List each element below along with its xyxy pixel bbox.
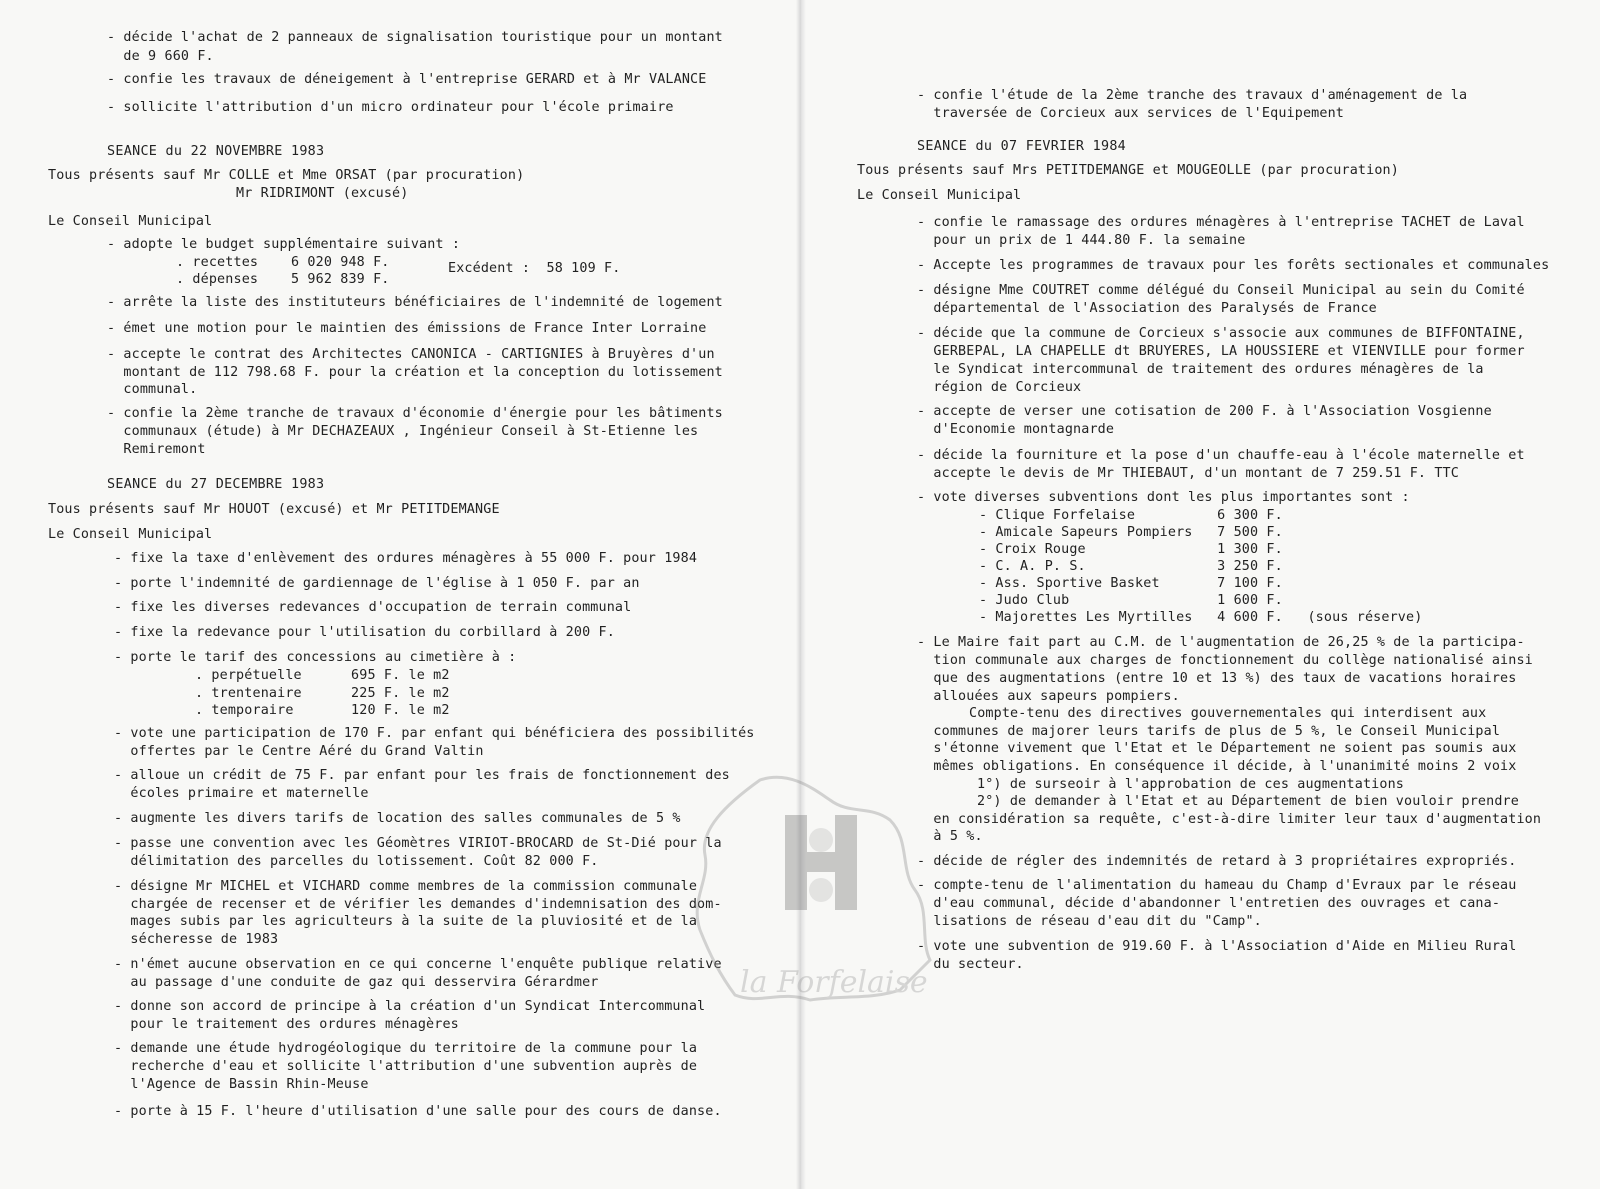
- left-text-line: - désigne Mr MICHEL et VICHARD comme membres de la commission communale: [114, 879, 698, 894]
- left-text-line: . dépenses 5 962 839 F.: [176, 272, 390, 287]
- left-text-line: - augmente les divers tarifs de location des salles communales de 5 %: [114, 811, 681, 826]
- right-text-line: Compte-tenu des directives gouvernementales qui interdisent aux: [969, 706, 1487, 721]
- right-text-line: - vote une subvention de 919.60 F. à l'Association d'Aide en Milieu Rural: [917, 939, 1517, 954]
- session-heading: SEANCE du 27 DECEMBRE 1983: [107, 477, 325, 492]
- left-text-line: - alloue un crédit de 75 F. par enfant pour les frais de fonctionnement des: [114, 768, 730, 783]
- right-text-line: départemental de l'Association des Paralysés de France: [917, 301, 1377, 316]
- left-text-line: Tous présents sauf Mr COLLE et Mme ORSAT (par procuration): [48, 168, 525, 183]
- right-text-line: - Clique Forfelaise 6 300 F.: [979, 508, 1283, 523]
- left-text-line: pour le traitement des ordures ménagères: [114, 1017, 459, 1032]
- right-text-line: mêmes obligations. En conséquence il décide, à l'unanimité moins 2 voix: [917, 759, 1517, 774]
- right-text-line: - décide de régler des indemnités de retard à 3 propriétaires expropriés.: [917, 854, 1517, 869]
- left-text-line: de 9 660 F.: [107, 49, 214, 64]
- right-text-line: pour un prix de 1 444.80 F. la semaine: [917, 233, 1246, 248]
- left-text-line: - passe une convention avec les Géomètres VIRIOT-BROCARD de St-Dié pour la: [114, 836, 722, 851]
- right-text-line: allouées aux sapeurs pompiers.: [917, 689, 1180, 704]
- right-text-line: - confie l'étude de la 2ème tranche des travaux d'aménagement de la: [917, 88, 1468, 103]
- left-text-line: - accepte le contrat des Architectes CANONICA - CARTIGNIES à Bruyères d'un: [107, 347, 715, 362]
- right-text-line: 1°) de surseoir à l'approbation de ces augmentations: [977, 777, 1405, 792]
- left-text-line: - porte l'indemnité de gardiennage de l'église à 1 050 F. par an: [114, 576, 640, 591]
- right-text-line: Le Conseil Municipal: [857, 188, 1022, 203]
- left-text-line: - confie la 2ème tranche de travaux d'économie d'énergie pour les bâtiments: [107, 406, 723, 421]
- right-text-line: s'étonne vivement que l'Etat et le Département ne soient pas soumis aux: [917, 741, 1517, 756]
- right-text-line: à 5 %.: [917, 829, 983, 844]
- left-text-line: - émet une motion pour le maintien des émissions de France Inter Lorraine: [107, 321, 707, 336]
- left-text-line: - fixe la taxe d'enlèvement des ordures ménagères à 55 000 F. pour 1984: [114, 551, 698, 566]
- left-text-line: - fixe les diverses redevances d'occupation de terrain communal: [114, 600, 632, 615]
- right-text-line: - Accepte les programmes de travaux pour les forêts sectionales et communales: [917, 258, 1550, 273]
- right-text-line: - confie le ramassage des ordures ménagères à l'entreprise TACHET de Laval: [917, 215, 1525, 230]
- left-text-line: offertes par le Centre Aéré du Grand Valtin: [114, 744, 484, 759]
- right-text-line: du secteur.: [917, 957, 1024, 972]
- left-text-line: - sollicite l'attribution d'un micro ordinateur pour l'école primaire: [107, 100, 674, 115]
- left-text-line: mages subis par les agriculteurs à la suite de la pluviosité et de la: [114, 914, 698, 929]
- left-text-line: Excédent : 58 109 F.: [448, 261, 621, 276]
- left-text-line: - décide l'achat de 2 panneaux de signalisation touristique pour un montant: [107, 30, 723, 45]
- right-text-line: - décide que la commune de Corcieux s'associe aux communes de BIFFONTAINE,: [917, 326, 1525, 341]
- right-text-line: Tous présents sauf Mrs PETITDEMANGE et MOUGEOLLE (par procuration): [857, 163, 1399, 178]
- left-text-line: délimitation des parcelles du lotissement. Coût 82 000 F.: [114, 854, 599, 869]
- session-heading: SEANCE du 07 FEVRIER 1984: [917, 139, 1127, 154]
- left-text-line: . trentenaire 225 F. le m2: [195, 686, 450, 701]
- left-text-line: recherche d'eau et sollicite l'attribution d'une subvention auprès de: [114, 1059, 698, 1074]
- left-text-line: - adopte le budget supplémentaire suivant :: [107, 237, 461, 252]
- right-text-line: 2°) de demander à l'Etat et au Département de bien vouloir prendre: [977, 794, 1519, 809]
- left-text-line: Tous présents sauf Mr HOUOT (excusé) et Mr PETITDEMANGE: [48, 502, 500, 517]
- left-text-line: . temporaire 120 F. le m2: [195, 703, 450, 718]
- left-text-line: Remiremont: [107, 442, 206, 457]
- left-text-line: - arrête la liste des instituteurs bénéficiaires de l'indemnité de logement: [107, 295, 723, 310]
- left-text-line: . perpétuelle 695 F. le m2: [195, 668, 450, 683]
- right-text-line: en considération sa requête, c'est-à-dire limiter leur taux d'augmentation: [917, 812, 1542, 827]
- right-text-line: - C. A. P. S. 3 250 F.: [979, 559, 1283, 574]
- left-text-line: - fixe la redevance pour l'utilisation du corbillard à 200 F.: [114, 625, 615, 640]
- left-text-line: Le Conseil Municipal: [48, 214, 213, 229]
- left-text-line: Mr RIDRIMONT (excusé): [236, 186, 409, 201]
- left-text-line: sécheresse de 1983: [114, 932, 279, 947]
- right-text-line: - Croix Rouge 1 300 F.: [979, 542, 1283, 557]
- left-text-line: Le Conseil Municipal: [48, 527, 213, 542]
- session-heading: SEANCE du 22 NOVEMBRE 1983: [107, 144, 325, 159]
- left-text-line: communal.: [107, 382, 198, 397]
- left-text-line: - porte à 15 F. l'heure d'utilisation d'une salle pour des cours de danse.: [114, 1104, 722, 1119]
- left-text-line: au passage d'une conduite de gaz qui desservira Gérardmer: [114, 975, 599, 990]
- watermark-text: la Forfelaise: [740, 965, 928, 1000]
- right-text-line: - vote diverses subventions dont les plus importantes sont :: [917, 490, 1410, 505]
- right-text-line: - Le Maire fait part au C.M. de l'augmentation de 26,25 % de la participa-: [917, 635, 1525, 650]
- right-text-line: communes de majorer leurs tarifs de plus de 5 %, le Conseil Municipal: [917, 724, 1501, 739]
- right-text-line: - décide la fourniture et la pose d'un chauffe-eau à l'école maternelle et: [917, 448, 1525, 463]
- book-gutter: [796, 0, 806, 1189]
- right-text-line: lisations de réseau d'eau dit du "Camp".: [917, 914, 1262, 929]
- right-text-line: accepte le devis de Mr THIEBAUT, d'un montant de 7 259.51 F. TTC: [917, 466, 1459, 481]
- right-text-line: - Majorettes Les Myrtilles 4 600 F. (sous réserve): [979, 610, 1423, 625]
- left-text-line: - n'émet aucune observation en ce qui concerne l'enquête publique relative: [114, 957, 722, 972]
- right-text-line: d'Economie montagnarde: [917, 422, 1115, 437]
- right-text-line: GERBEPAL, LA CHAPELLE dt BRUYERES, LA HOUSSIERE et VIENVILLE pour former: [917, 344, 1525, 359]
- left-text-line: montant de 112 798.68 F. pour la création et la conception du lotissement: [107, 365, 723, 380]
- left-text-line: communaux (étude) à Mr DECHAZEAUX , Ingénieur Conseil à St-Etienne les: [107, 424, 699, 439]
- left-text-line: - donne son accord de principe à la création d'un Syndicat Intercommunal: [114, 999, 706, 1014]
- right-text-line: le Syndicat intercommunal de traitement des ordures ménagères de la: [917, 362, 1484, 377]
- right-text-line: d'eau communal, décide d'abandonner l'entretien des ouvrages et cana-: [917, 896, 1501, 911]
- right-text-line: - compte-tenu de l'alimentation du hameau du Champ d'Evraux par le réseau: [917, 878, 1517, 893]
- right-text-line: - Judo Club 1 600 F.: [979, 593, 1283, 608]
- left-text-line: écoles primaire et maternelle: [114, 786, 369, 801]
- left-text-line: l'Agence de Bassin Rhin-Meuse: [114, 1077, 369, 1092]
- left-text-line: chargée de recenser et de vérifier les demandes d'indemnisation des dom-: [114, 897, 722, 912]
- right-text-line: région de Corcieux: [917, 380, 1082, 395]
- left-text-line: - porte le tarif des concessions au cimetière à :: [114, 650, 517, 665]
- right-text-line: - désigne Mme COUTRET comme délégué du Conseil Municipal au sein du Comité: [917, 283, 1525, 298]
- left-text-line: - vote une participation de 170 F. par enfant qui bénéficiera des possibilités: [114, 726, 755, 741]
- right-text-line: - accepte de verser une cotisation de 200 F. à l'Association Vosgienne: [917, 404, 1492, 419]
- left-text-line: . recettes 6 020 948 F.: [176, 255, 390, 270]
- right-page: [800, 0, 1600, 1189]
- right-text-line: que des augmentations (entre 10 et 13 %) des taux de vacations horaires: [917, 671, 1517, 686]
- right-text-line: - Amicale Sapeurs Pompiers 7 500 F.: [979, 525, 1283, 540]
- right-text-line: traversée de Corcieux aux services de l'Equipement: [917, 106, 1345, 121]
- right-text-line: - Ass. Sportive Basket 7 100 F.: [979, 576, 1283, 591]
- right-text-line: tion communale aux charges de fonctionnement du collège nationalisé ainsi: [917, 653, 1533, 668]
- left-text-line: - demande une étude hydrogéologique du territoire de la commune pour la: [114, 1041, 698, 1056]
- left-text-line: - confie les travaux de déneigement à l'entreprise GERARD et à Mr VALANCE: [107, 72, 707, 87]
